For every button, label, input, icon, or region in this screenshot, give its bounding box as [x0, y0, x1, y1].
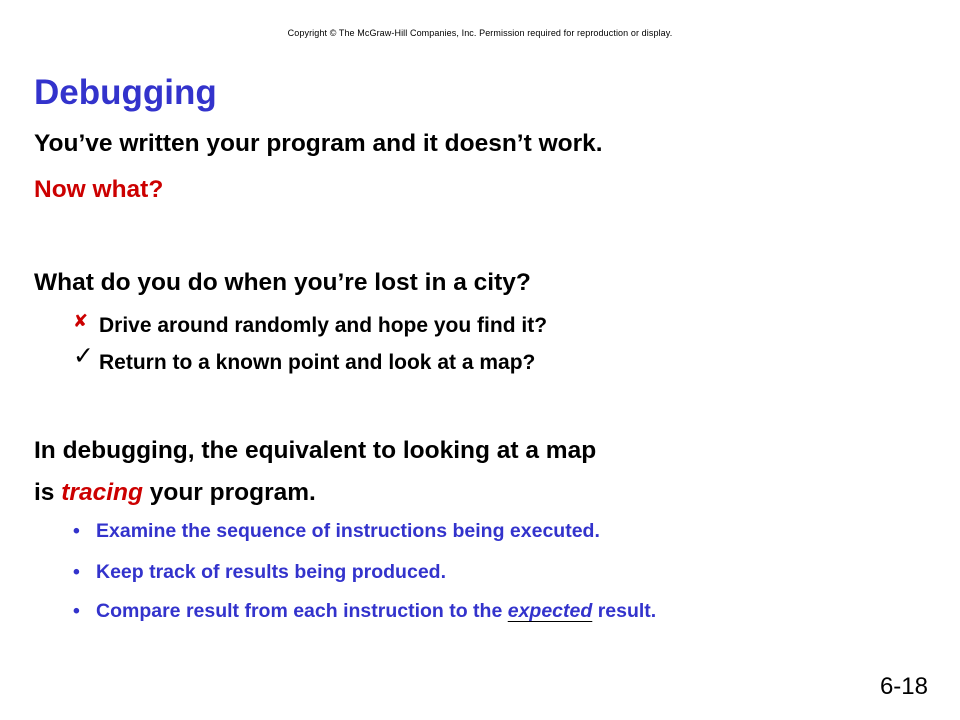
slide-number: 6-18 [879, 673, 928, 700]
tracing-line [34, 479, 316, 507]
bullet-text-prefix: Compare result from each instruction to the [96, 600, 508, 622]
x-mark-icon: ✘ [73, 311, 89, 331]
tracing-line-suffix: your program. [142, 479, 316, 506]
bullet-icon: • [73, 561, 80, 583]
option-text: Return to a known point and look at a map? [99, 351, 536, 374]
intro-line: You’ve written your program and it doesn’t work. [34, 130, 603, 157]
option-text: Drive around randomly and hope you find it? [99, 314, 548, 337]
slide-title: Debugging [34, 73, 217, 112]
bullet-text-suffix: result. [592, 600, 657, 622]
option-drive-randomly [73, 311, 548, 338]
now-what-line: Now what? [34, 176, 164, 203]
lost-question: What do you do when you’re lost in a city? [34, 269, 531, 296]
tracing-emphasis: tracing [61, 479, 143, 506]
copyright-notice: Copyright © The McGraw-Hill Companies, Inc. Permission required for reproduction or display. [287, 28, 673, 38]
bullet-item [73, 600, 656, 623]
tracing-line-prefix: is [34, 479, 62, 506]
bullet-item [73, 520, 600, 543]
bullet-icon: • [73, 520, 80, 542]
expected-emphasis: expected [507, 600, 593, 622]
check-mark-icon: ✓ [73, 342, 94, 370]
option-known-point [73, 342, 536, 376]
bullet-item [73, 561, 446, 584]
bullet-text: Keep track of results being produced. [96, 561, 446, 583]
bullet-text: Examine the sequence of instructions being executed. [96, 520, 600, 542]
bullet-icon: • [73, 600, 80, 622]
debugging-line: In debugging, the equivalent to looking at a map [34, 437, 597, 464]
